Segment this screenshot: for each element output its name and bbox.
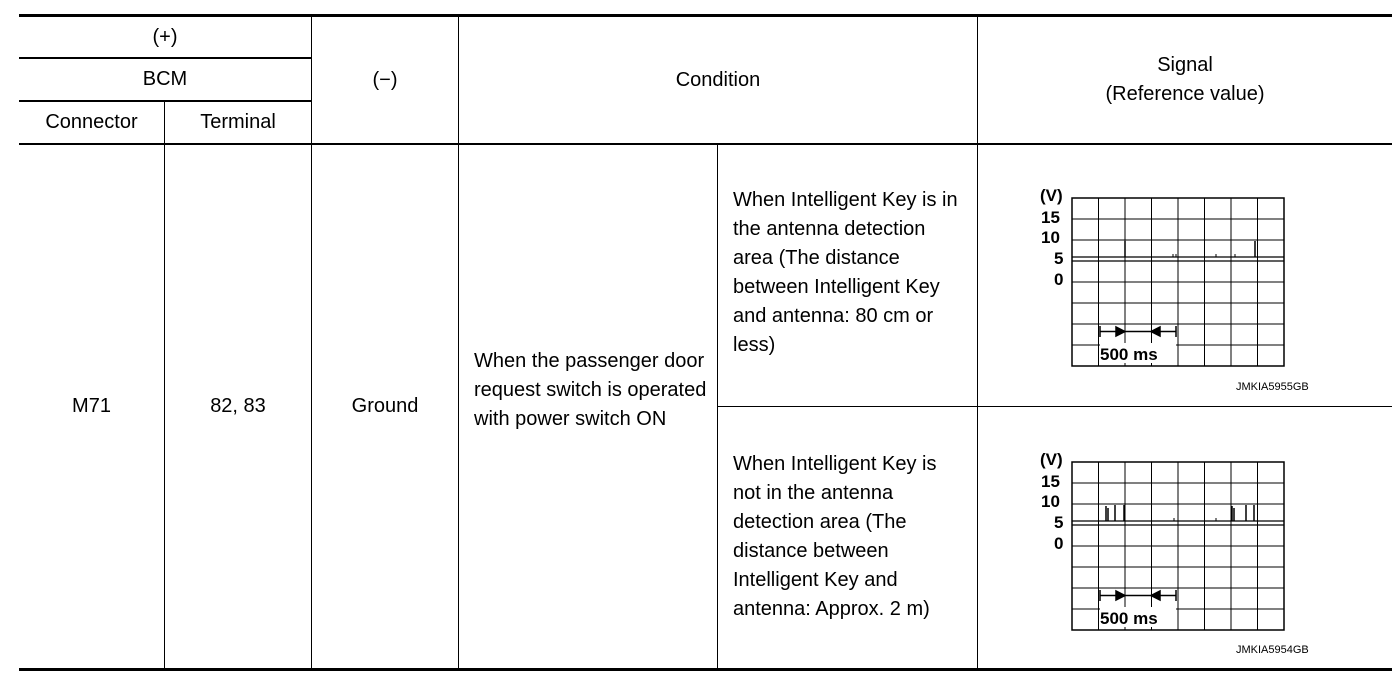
- scope-1-timebase-label: 500 ms: [1100, 345, 1158, 364]
- scope-2-figure-code: JMKIA5954GB: [1236, 644, 1309, 656]
- header-connector: Connector: [45, 111, 138, 133]
- scope-2-tick-5: 5: [1054, 513, 1064, 532]
- scope-2-timebase-label: 500 ms: [1100, 609, 1158, 628]
- scope-1-tick-15: 15: [1041, 208, 1060, 227]
- row-minus: Ground: [351, 395, 419, 417]
- row-terminal: 82, 83: [210, 395, 266, 417]
- scope-2-tick-15: 15: [1041, 472, 1060, 491]
- header-bcm: BCM: [142, 68, 188, 90]
- scope-1-grid: [1072, 198, 1284, 366]
- scope-1-tick-0: 0: [1054, 270, 1064, 289]
- header-signal-title: Signal: [1157, 54, 1213, 76]
- scope-1-tick-5: 5: [1054, 249, 1064, 268]
- scope-2-tick-10: 10: [1041, 492, 1060, 511]
- signal-waveform-1: [1036, 184, 1296, 374]
- header-plus: (+): [152, 25, 178, 48]
- scope-1-unit-label: (V): [1040, 186, 1063, 205]
- scope-1-tick-10: 10: [1041, 228, 1060, 247]
- subrow-2-condition: When Intelligent Key is not in the antenna detection area (The distance between Intelligent Key and antenna: Approx. 2 m): [733, 453, 937, 620]
- scope-2-tick-0: 0: [1054, 534, 1064, 553]
- signal-waveform-2: [1036, 448, 1296, 638]
- header-signal: [978, 17, 1392, 143]
- scope-1-figure-code: JMKIA5955GB: [1236, 381, 1309, 393]
- header-condition: Condition: [675, 68, 761, 91]
- subrow-1-condition: When Intelligent Key is in the antenna detection area (The distance between Intelligent Key and antenna: 80 cm or less): [733, 189, 958, 356]
- col-divider-condition-sub: [717, 144, 718, 669]
- header-terminal: Terminal: [200, 111, 276, 133]
- scope-2-grid: [1072, 462, 1284, 630]
- header-signal-subtitle: (Reference value): [1105, 83, 1265, 105]
- row-condition-main: When the passenger door request switch is operated with power switch ON: [474, 350, 707, 430]
- scope-2-unit-label: (V): [1040, 450, 1063, 469]
- subrow-divider: [717, 406, 1392, 407]
- table-bottom-border: [19, 668, 1392, 671]
- header-minus: (−): [372, 68, 398, 91]
- row-connector: M71: [72, 395, 111, 417]
